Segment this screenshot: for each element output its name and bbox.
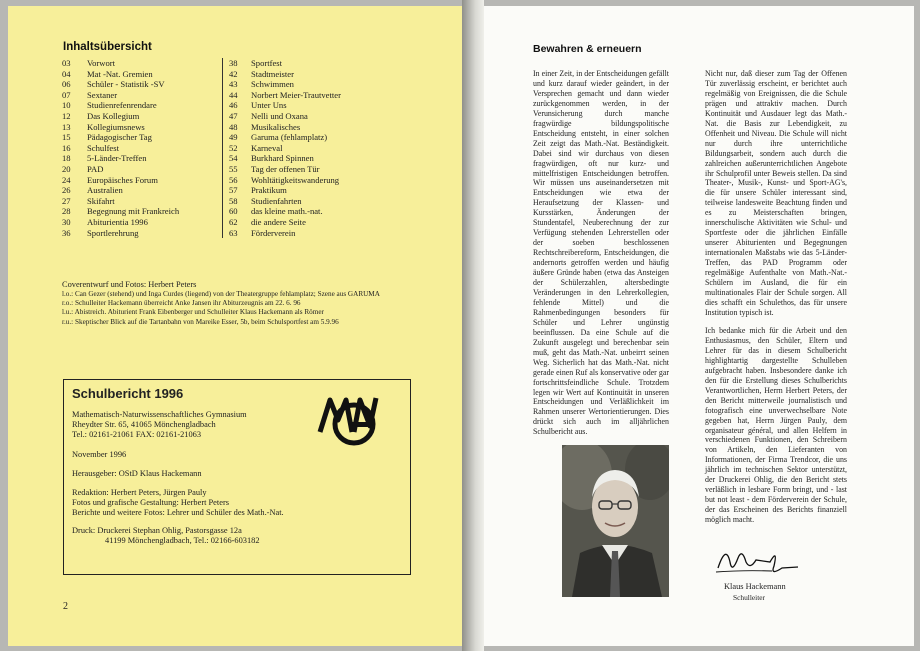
credits-line: l.u.: Abistreich. Abiturient Frank Eibenberger und Schulleiter Klaus Hackemann als Römer (62, 308, 324, 317)
toc-entry-title: Abiturientia 1996 (87, 216, 148, 227)
toc-entry (62, 69, 179, 80)
toc-heading: Inhaltsübersicht (63, 41, 152, 53)
toc-entry (62, 217, 179, 228)
mng-logo (316, 392, 386, 452)
toc-entry-title: Tag der offenen Tür (251, 163, 320, 174)
imprint-print-line1: Druck: Druckerei Stephan Ohlig, Pastorsgasse 12a (72, 525, 242, 535)
toc-entry (62, 164, 179, 175)
toc-entry (229, 90, 341, 101)
toc-page-number: 60 (229, 206, 238, 217)
toc-page-number: 63 (229, 227, 238, 238)
toc-page-number: 07 (62, 89, 71, 100)
editorial-text: Nicht nur, daß dieser zum Tag der Offenen Tür zuverlässig erscheint, er berichtet auch regelmäßig von Ereignissen, die die Schule prägen und attraktiv machen. Durch Kontinuität und Ausdauer legt das Math.-Nat. die Basis zur Lebendigkeit, zu Offenheit und Niveau. Die Schule will nicht nur durch ihre unterrichtliche Bildungsarbeit, sondern auch durch die zahlreichen außerunterrichtlichen Angebote ihr Schulprofil unter Beweis stellen. Da sind Theater-, Musik-, Kunst- und Sport-AG's, die für unsere Schüler interessant sind, teilweise landesweite Beachtung finden und es zu Meisterschaften bringen, innerschulische Aktivitäten wie Schul- und Sportfeste oder die jährlichen Einfälle unserer Abiturienten und Begegnungen internationalen Maßstabs wie das 5-Länder-Treffen, das PAD Programm oder regelmäßige Aufenthalte von Math.-Nat.-Schülern im Ausland, die für ein multinationales Flair der Schule sorgen. All dies schafft ein Schulethos, das für unsere Institution typisch ist. (705, 69, 847, 317)
toc-left-column (62, 58, 179, 238)
toc-entry-title: Studienrefenrendare (87, 100, 157, 111)
toc-entry-title: Studienfahrten (251, 195, 302, 206)
cover-credits (62, 279, 442, 327)
toc-entry-title: Stadtmeister (251, 68, 294, 79)
page-number: 2 (63, 601, 68, 612)
toc-page-number: 26 (62, 185, 71, 196)
toc-right-column (222, 58, 341, 238)
toc-entry (62, 175, 179, 186)
toc-entry-title: Norbert Meier-Trautvetter (251, 89, 341, 100)
imprint-publisher: Herausgeber: OStD Klaus Hackemann (72, 468, 202, 478)
school-phone: Tel.: 02161-21061 FAX: 02161-21063 (72, 430, 202, 440)
toc-entry-title: Australien (87, 185, 123, 196)
toc-entry-title: die andere Seite (251, 216, 306, 227)
toc-entry (62, 58, 179, 69)
editorial-text: In einer Zeit, in der Entscheidungen gefällt und kurz darauf wieder geändert, in der Versprechen gemacht und dann wieder zurückgenommen werden, in der Verunsicherung durch manche fragwürdige bildungspolitische Entscheidung entsteht, in einer solchen Zeit zeigt das Math.-Nat. Beständigkeit. Dabei sind wir durchaus von diesen fragwürdigen, oft nur kurz- und mittelfristigen Entscheidungen betroffen. Wir müssen uns auseinandersetzen mit Entscheidungen wie etwa der Heraufsetzung der Klassen- und Kursstärken, Änderungen der Stundentafel, Neuberechnung der zur Verfügung stehenden Lehrerstellen oder der soeben beschlossenen Rechtschreibereform, Entscheidungen, die andernorts getroffen werden und häufig äußere Gründe haben (etwa das Ansteigen der Schülerzahlen, altersbedingte Veränderungen in den Lehrerkollegien, fehlende Mittel) und die Rahmenbedingungen besonders für Schüler und Lehrer ungünstig beeinflussen. Da eine Schule auf die Zukunft ausgelegt und berechenbar sein muß, geht das Math.-Nat. unbeirrt seinen Weg. Sicherlich hat das Math.-Nat. nicht gerade einen Ruf als konservative oder gar fortschrittsfeindliche Schule. Trotzdem legen wir Wert auf Kontinuität in unseren Entscheidungen und Verläßlichkeit im Rahmen unserer Wertorientierungen. Dies drückt sich auch im alljährlichen Schulbericht aus. (533, 69, 669, 437)
toc-entry-title: Pädagogischer Tag (87, 132, 152, 143)
toc-page-number: 44 (229, 89, 238, 100)
toc-entry (229, 69, 341, 80)
toc-entry-title: Schulfest (87, 142, 119, 153)
toc-page-number: 20 (62, 163, 71, 174)
toc-entry-title: Kollegiumsnews (87, 121, 145, 132)
toc-page-number: 04 (62, 68, 71, 79)
toc-entry-title: Wohltätigkeitswanderung (251, 174, 340, 185)
toc-entry (62, 111, 179, 122)
toc-page-number: 06 (62, 79, 71, 90)
toc-entry (62, 196, 179, 207)
toc-page-number: 38 (229, 58, 238, 68)
toc-page-number: 49 (229, 132, 238, 143)
school-address: Rheydter Str. 65, 41065 Mönchengladbach (72, 420, 216, 430)
credits-line: r.o.: Schulleiter Hackemann überreicht Anke Jansen ihr Abiturzeugnis am 22. 6. 96 (62, 299, 301, 308)
toc-entry (62, 90, 179, 101)
toc-entry-title: 5-Länder-Treffen (87, 153, 147, 164)
imprint-editors: Redaktion: Herbert Peters, Jürgen Pauly (72, 488, 207, 498)
toc-entry (62, 143, 179, 154)
toc-page-number: 52 (229, 142, 238, 153)
toc-entry (229, 175, 341, 186)
toc-entry-title: Vorwort (87, 58, 116, 68)
toc-entry (229, 196, 341, 207)
toc-page-number: 54 (229, 153, 238, 164)
toc-entry (62, 185, 179, 196)
toc-page-number: 13 (62, 121, 71, 132)
toc-page-number: 62 (229, 216, 238, 227)
toc-page-number: 12 (62, 110, 71, 121)
editorial-heading: Bewahren & erneuern (533, 43, 642, 55)
toc-entry-title: Karneval (251, 142, 283, 153)
imprint-print-line2: 41199 Mönchengladbach, Tel.: 02166-603182 (105, 535, 260, 545)
toc-entry (62, 100, 179, 111)
toc-entry (229, 164, 341, 175)
credits-line: Coverentwurf und Fotos: Herbert Peters (62, 280, 197, 289)
imprint-title: Schulbericht 1996 (72, 386, 184, 401)
toc-page-number: 47 (229, 110, 238, 121)
toc-page-number: 15 (62, 132, 71, 143)
toc-entry (62, 132, 179, 143)
toc-entry (229, 206, 341, 217)
editorial-column-2-continued (705, 326, 847, 525)
toc-entry-title: Das Kollegium (87, 110, 140, 121)
toc-entry (229, 153, 341, 164)
toc-page-number: 27 (62, 195, 71, 206)
toc-entry-title: Skifahrt (87, 195, 115, 206)
book-gutter (462, 0, 484, 651)
toc-entry-title: Praktikum (251, 185, 287, 196)
toc-page-number: 42 (229, 68, 238, 79)
editorial-text: Ich bedanke mich für die Arbeit und den Enthusiasmus, den Schüler, Eltern und Lehrer für das in diesem Schulbericht highlightartig dargestellte Schulleben aufgebracht haben. Insbesondere danke ich den für die Erstellung dieses Schulberichts Verantwortlichen, Herrn Herbert Peters, der den Bericht mitterweile journalistisch und fotografisch eine unverwechselbare Note gegeben hat, Herrn Jürgen Pauly, dem organisateur général, und allen Helfern in verschiedenen Funktionen, den Schreibern von Artikeln, den Lieferanten von Informationen, der Firma Trendcor, die uns jährlich im technischen Sektor unterstützt, der Druckerei Ohlig, die den Bericht stets verläßlich in lesbare Form bringt, und - last but not least - dem Förderverein der Schule, der das Erscheinen des Berichts finanziell möglich macht. (705, 326, 847, 525)
toc-page-number: 10 (62, 100, 71, 111)
toc-page-number: 28 (62, 206, 71, 217)
toc-entry-title: Nelli und Oxana (251, 110, 308, 121)
toc-entry-title: Förderverein (251, 227, 296, 238)
toc-entry-title: Musikalisches (251, 121, 301, 132)
toc-entry (229, 132, 341, 143)
toc-entry (229, 217, 341, 228)
toc-entry (62, 206, 179, 217)
toc-entry-title: PAD (87, 163, 104, 174)
portrait-photo (562, 445, 669, 597)
toc-page-number: 43 (229, 79, 238, 90)
credits-line: r.u.: Skeptischer Blick auf die Tartanbahn von Mareike Esser, 5b, beim Schulsportfest am 5.9.96 (62, 317, 339, 326)
toc-entry (229, 111, 341, 122)
toc-entry (229, 228, 341, 239)
imprint-box (63, 379, 411, 575)
toc-entry (62, 153, 179, 164)
toc-page-number: 30 (62, 216, 71, 227)
toc-page-number: 03 (62, 58, 71, 68)
toc-page-number: 56 (229, 174, 238, 185)
editorial-column-1 (533, 69, 669, 437)
portrait-image (562, 445, 669, 597)
signature-name: Klaus Hackemann (724, 582, 786, 591)
toc-entry-title: Sextaner (87, 89, 118, 100)
toc-entry (229, 58, 341, 69)
toc-entry (229, 100, 341, 111)
toc-entry (229, 122, 341, 133)
imprint-design: Fotos und grafische Gestaltung: Herbert Peters (72, 498, 229, 508)
toc-page-number: 55 (229, 163, 238, 174)
toc-entry-title: das kleine math.-nat. (251, 206, 323, 217)
editorial-column-2 (705, 69, 847, 318)
toc-entry (229, 185, 341, 196)
toc-entry (62, 79, 179, 90)
toc-entry-title: Burkhard Spinnen (251, 153, 314, 164)
toc-entry-title: Sportfest (251, 58, 283, 68)
toc-entry-title: Schüler - Statistik -SV (87, 79, 165, 90)
toc-entry (229, 79, 341, 90)
imprint-date: November 1996 (72, 449, 127, 459)
toc-page-number: 24 (62, 174, 71, 185)
toc-entry-title: Garuma (fehlamplatz) (251, 132, 328, 143)
toc-entry (62, 228, 179, 239)
toc-entry (229, 143, 341, 154)
toc-page-number: 58 (229, 195, 238, 206)
toc-entry (62, 122, 179, 133)
toc-entry-title: Europäisches Forum (87, 174, 158, 185)
toc-entry-title: Begegnung mit Frankreich (87, 206, 180, 217)
toc-entry-title: Unter Uns (251, 100, 287, 111)
toc-page-number: 48 (229, 121, 238, 132)
school-name: Mathematisch-Naturwissenschaftliches Gymnasium (72, 410, 247, 419)
toc-entry-title: Schwimmen (251, 79, 294, 90)
toc-entry-title: Sportlerehrung (87, 227, 139, 238)
toc-entry-title: Mat -Nat. Gremien (87, 68, 153, 79)
toc-page-number: 16 (62, 142, 71, 153)
toc-page-number: 57 (229, 185, 238, 196)
imprint-reports: Berichte und weitere Fotos: Lehrer und Schüler des Math.-Nat. (72, 508, 284, 518)
toc-page-number: 18 (62, 153, 71, 164)
signature-icon (712, 540, 802, 580)
toc-page-number: 46 (229, 100, 238, 111)
toc-page-number: 36 (62, 227, 71, 238)
signature-role: Schulleiter (733, 593, 766, 602)
credits-line: l.o.: Can Gezer (stehend) und Inga Curdes (liegend) von der Theatergruppe fehlamplatz; Szene aus GARUMA (62, 290, 380, 298)
